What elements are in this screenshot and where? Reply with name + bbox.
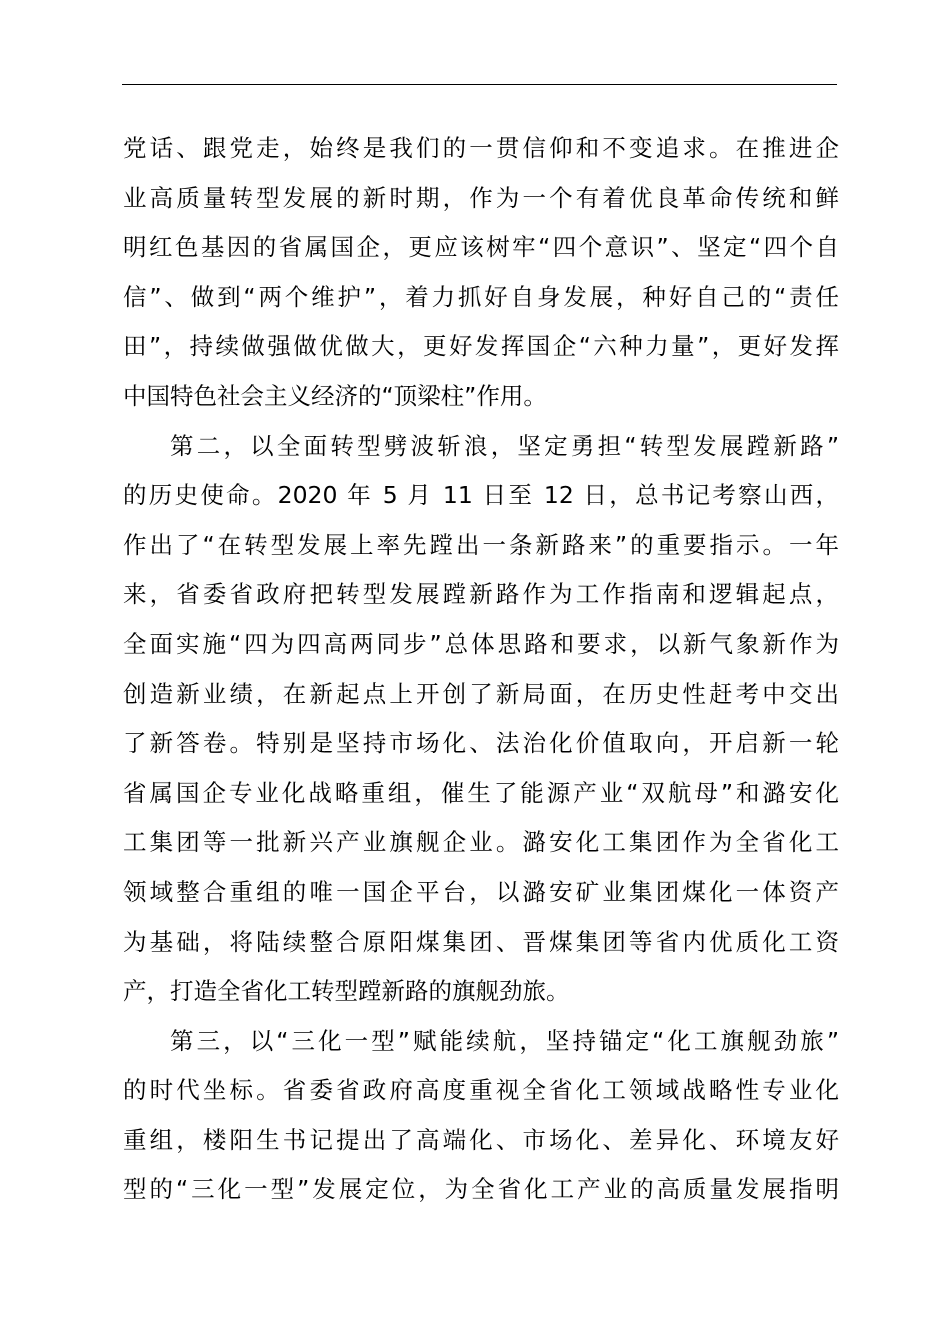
- text-line: 了新答卷。特别是坚持市场化、法治化价值取向，开启新一轮: [123, 729, 839, 758]
- text-line: 的历史使命。2020 年 5 月 11 日至 12 日，总书记考察山西，: [123, 481, 839, 510]
- text-line: 省属国企专业化战略重组，催生了能源产业“双航母”和潞安化: [123, 778, 839, 807]
- paragraph-start-line: 第三，以“三化一型”赋能续航，坚持锚定“化工旗舰劲旅”: [170, 1026, 839, 1055]
- body-text: [123, 124, 839, 1215]
- text-line: 重组，楼阳生书记提出了高端化、市场化、差异化、环境友好: [123, 1125, 839, 1154]
- text-line: 工集团等一批新兴产业旗舰企业。潞安化工集团作为全省化工: [123, 828, 839, 857]
- text-line: 领域整合重组的唯一国企平台，以潞安矿业集团煤化一体资产: [123, 877, 839, 906]
- text-line: 业高质量转型发展的新时期，作为一个有着优良革命传统和鲜: [123, 183, 839, 212]
- text-line: 信”、做到“两个维护”，着力抓好自身发展，种好自己的“责任: [123, 282, 839, 311]
- text-line: 的时代坐标。省委省政府高度重视全省化工领域战略性专业化: [123, 1076, 839, 1105]
- text-line: 作出了“在转型发展上率先蹚出一条新路来”的重要指示。一年: [123, 530, 839, 559]
- text-line: 产，打造全省化工转型蹚新路的旗舰劲旅。: [123, 977, 570, 1006]
- text-line: 田”，持续做强做优做大，更好发挥国企“六种力量”，更好发挥: [123, 332, 839, 361]
- text-line: 中国特色社会主义经济的“顶梁柱”作用。: [123, 381, 547, 410]
- text-line: 全面实施“四为四高两同步”总体思路和要求，以新气象新作为: [123, 629, 839, 658]
- text-line: 为基础，将陆续整合原阳煤集团、晋煤集团等省内优质化工资: [123, 927, 839, 956]
- text-line: 来，省委省政府把转型发展蹚新路作为工作指南和逻辑起点，: [123, 580, 839, 609]
- header-divider: [122, 84, 837, 85]
- paragraph-start-line: 第二，以全面转型劈波斩浪，坚定勇担“转型发展蹚新路”: [170, 431, 839, 460]
- text-line: 创造新业绩，在新起点上开创了新局面，在历史性赶考中交出: [123, 679, 839, 708]
- text-line: 党话、跟党走，始终是我们的一贯信仰和不变追求。在推进企: [123, 134, 839, 162]
- text-line: 明红色基因的省属国企，更应该树牢“四个意识”、坚定“四个自: [123, 233, 839, 262]
- text-line: 型的“三化一型”发展定位，为全省化工产业的高质量发展指明: [123, 1175, 839, 1204]
